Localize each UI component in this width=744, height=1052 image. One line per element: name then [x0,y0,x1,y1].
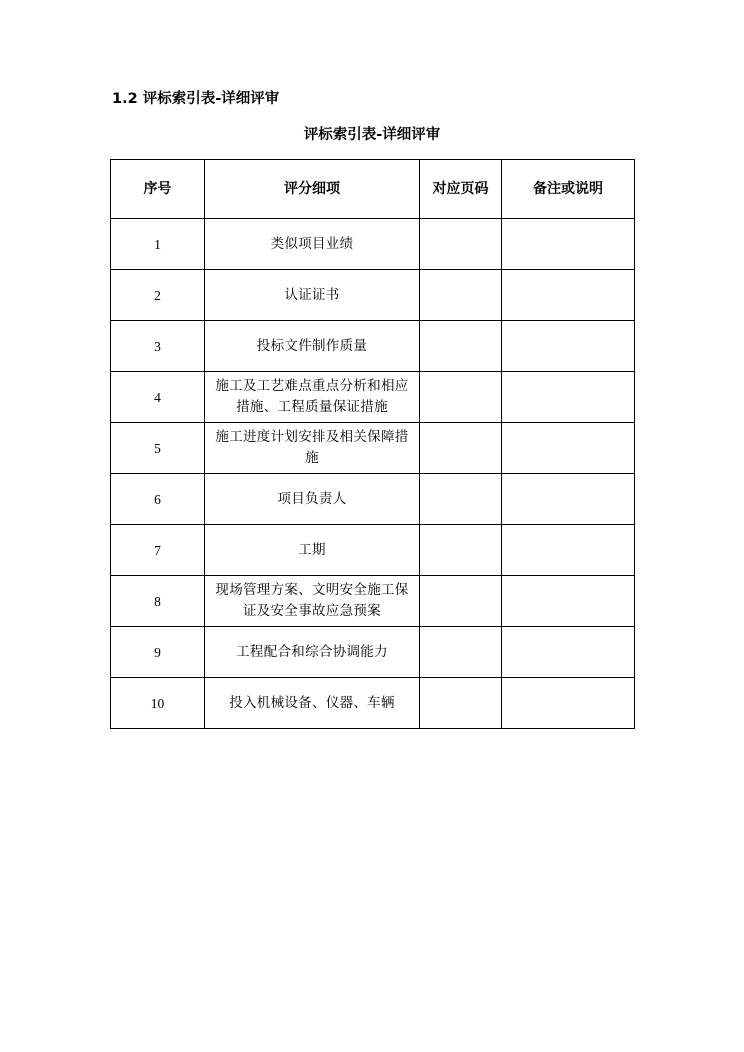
row-page [420,576,502,627]
table-row [111,372,635,423]
table-caption: 评标索引表-详细评审 [303,127,441,143]
row-number: 6 [111,474,205,525]
row-page [420,372,502,423]
row-number: 3 [111,321,205,372]
row-page [420,270,502,321]
row-number: 10 [111,678,205,729]
row-number: 1 [111,219,205,270]
row-number: 8 [111,576,205,627]
row-note [502,525,635,576]
row-note [502,219,635,270]
row-item: 项目负责人 [205,474,420,525]
header-page-number: 对应页码 [420,160,502,219]
table-header-row [111,160,635,219]
row-page [420,525,502,576]
row-item: 施工及工艺难点重点分析和相应措施、工程质量保证措施 [205,372,420,423]
table-row [111,270,635,321]
row-item: 工期 [205,525,420,576]
header-serial-no: 序号 [111,160,205,219]
table-row [111,627,635,678]
row-note [502,372,635,423]
table-row [111,423,635,474]
row-item: 投标文件制作质量 [205,321,420,372]
row-note [502,321,635,372]
row-item: 类似项目业绩 [205,219,420,270]
row-number: 5 [111,423,205,474]
row-note [502,678,635,729]
row-page [420,423,502,474]
row-note [502,423,635,474]
evaluation-index-table [110,159,635,729]
row-note [502,627,635,678]
row-page [420,678,502,729]
table-row [111,219,635,270]
row-item: 认证证书 [205,270,420,321]
section-heading: 1.2 评标索引表-详细评审 [112,91,280,107]
row-note [502,270,635,321]
row-number: 4 [111,372,205,423]
row-page [420,321,502,372]
row-item: 施工进度计划安排及相关保障措施 [205,423,420,474]
row-page [420,219,502,270]
header-remarks: 备注或说明 [502,160,635,219]
row-item: 工程配合和综合协调能力 [205,627,420,678]
table-row [111,474,635,525]
row-number: 9 [111,627,205,678]
row-item: 投入机械设备、仪器、车辆 [205,678,420,729]
table-row [111,576,635,627]
row-page [420,474,502,525]
row-number: 7 [111,525,205,576]
table-row [111,321,635,372]
row-page [420,627,502,678]
table-row [111,525,635,576]
table-row [111,678,635,729]
row-note [502,576,635,627]
header-scoring-item: 评分细项 [205,160,420,219]
row-number: 2 [111,270,205,321]
row-note [502,474,635,525]
row-item: 现场管理方案、文明安全施工保证及安全事故应急预案 [205,576,420,627]
